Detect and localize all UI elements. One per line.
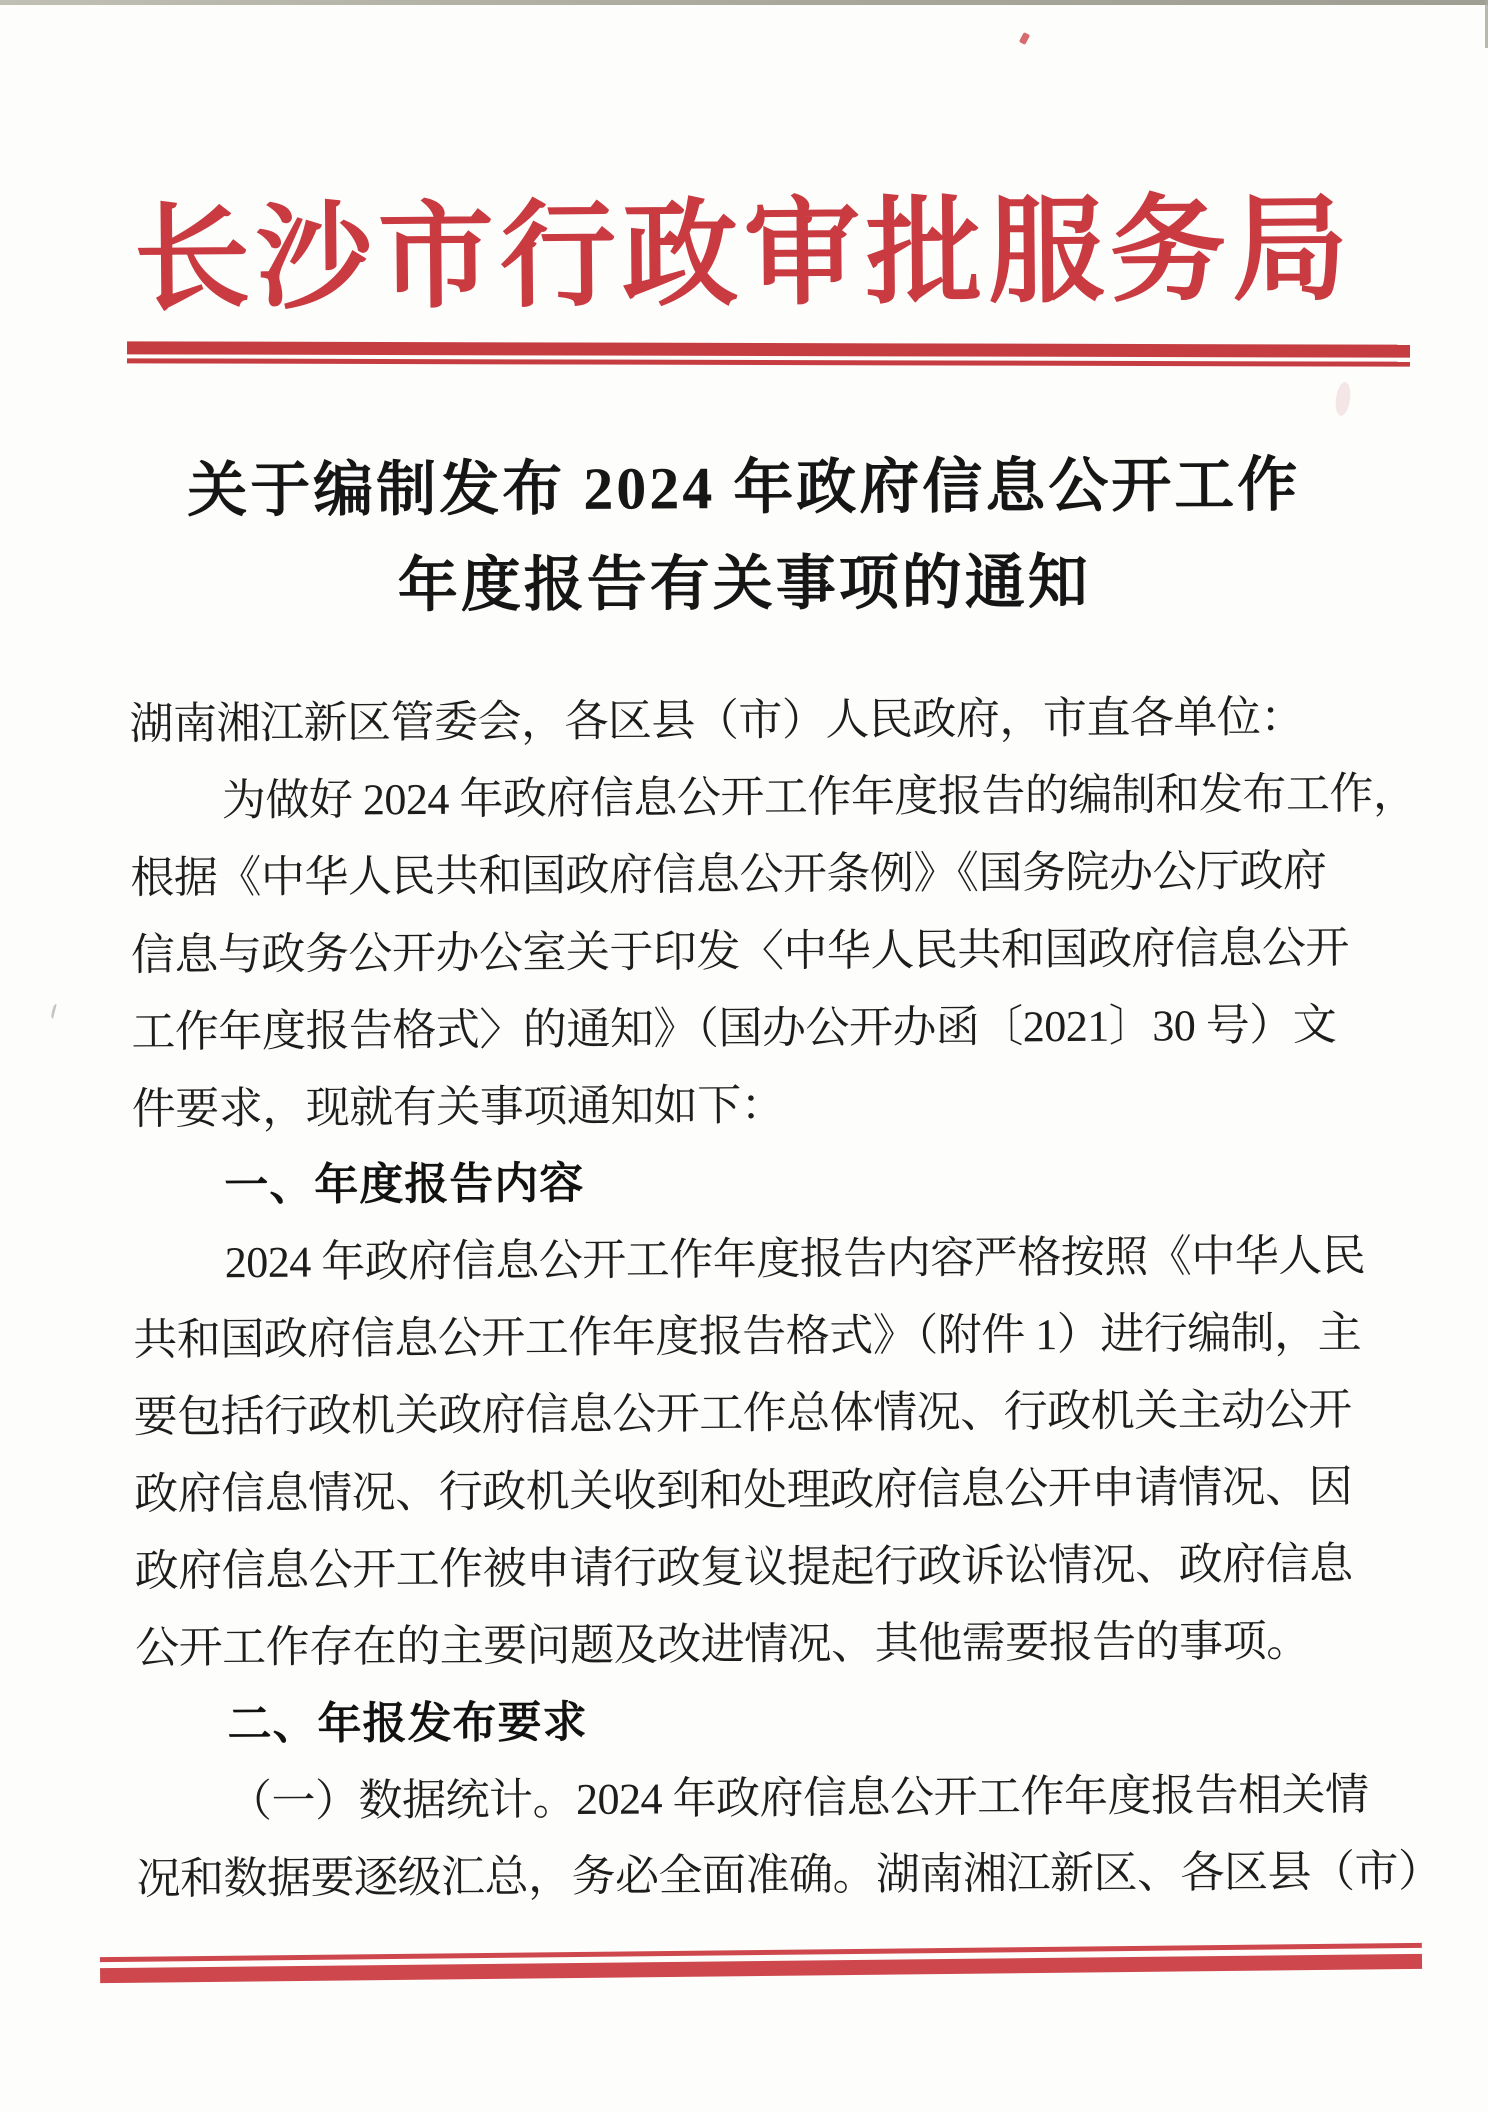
document-title: [0, 436, 1488, 636]
body-line: 政府信息情况、行政机关收到和处理政府信息公开申请情况、因: [134, 1462, 1353, 1519]
body-line: 2024 年政府信息公开工作年度报告内容严格按照《中华人民: [224, 1231, 1366, 1288]
body-line: 共和国政府信息公开工作年度报告格式》（附件 1）进行编制，主: [133, 1308, 1362, 1365]
body-line: 要包括行政机关政府信息公开工作总体情况、行政机关主动公开: [133, 1385, 1352, 1442]
document-title-line-2: 年度报告有关事项的通知: [397, 549, 1091, 619]
body-line: 公开工作存在的主要问题及改进情况、其他需要报告的事项。: [134, 1616, 1310, 1673]
body-line: 况和数据要逐级汇总，务必全面准确。湖南湘江新区、各区县（市）: [136, 1846, 1442, 1904]
body-line: 一、年度报告内容: [224, 1158, 585, 1211]
footer-double-rule: [100, 1943, 1422, 1983]
organization-masthead: 长沙市行政审批服务局: [133, 186, 1355, 326]
document-body: [129, 678, 1442, 1917]
scanner-edge-top: [0, 0, 1488, 5]
red-ink-speck: [1019, 32, 1030, 45]
body-line: 为做好 2024 年政府信息公开工作年度报告的编制和发布工作，: [221, 768, 1417, 826]
body-line: （一）数据统计。2024 年政府信息公开工作年度报告相关情: [227, 1770, 1369, 1827]
header-double-rule: [127, 341, 1410, 366]
body-line: 信息与政务公开办公室关于印发〈中华人民共和国政府信息公开: [130, 923, 1350, 980]
body-line: 政府信息公开工作被申请行政复议提起行政诉讼情况、政府信息: [134, 1539, 1353, 1596]
body-line: 二、年报发布要求: [227, 1697, 588, 1750]
faint-pink-smudge: [1334, 381, 1353, 417]
left-margin-smudge: [50, 1003, 59, 1019]
document-title-line-1: 关于编制发布 2024 年政府信息公开工作: [187, 452, 1301, 524]
body-line: 根据《中华人民共和国政府信息公开条例》《国务院办公厅政府: [130, 846, 1327, 903]
body-line: 湖南湘江新区管委会，各区县（市）人民政府，市直各单位：: [129, 692, 1305, 749]
body-line: 工作年度报告格式〉的通知》（国办公开办函〔2021〕30 号）文: [131, 1000, 1337, 1057]
body-line: 件要求，现就有关事项通知如下：: [131, 1080, 785, 1134]
